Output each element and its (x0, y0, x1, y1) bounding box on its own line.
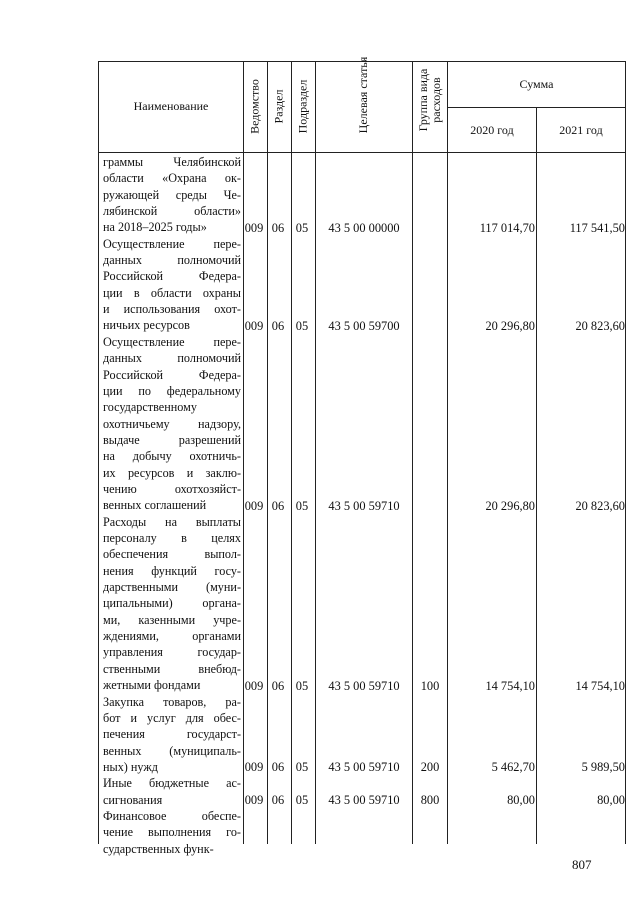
row-celevaya: 43 5 00 00000 (328, 220, 400, 235)
row-gruppa: 200 (420, 760, 440, 775)
row-name (103, 514, 241, 694)
row-razdel: 06 (271, 498, 285, 513)
row-name-line: обеспечения выпол- (103, 547, 241, 562)
table-left-border (98, 61, 99, 844)
row-razdel: 06 (271, 760, 285, 775)
row-podrazdel: 05 (295, 793, 309, 808)
table-right-border (625, 61, 626, 844)
row-razdel: 06 (271, 793, 285, 808)
row-name-line: венных соглашений (103, 498, 207, 513)
row-name-line: Российской Федера- (103, 269, 241, 284)
row-sum-2020: 5 462,70 (491, 760, 535, 775)
header-gruppa (417, 55, 443, 145)
row-name-line: ции по федеральному (103, 383, 241, 398)
row-name-line: Российской Федера- (103, 367, 241, 382)
col-divider-5 (412, 61, 413, 844)
row-podrazdel: 05 (295, 498, 309, 513)
col-divider-4 (315, 61, 316, 844)
row-name-line: Осуществление пере- (103, 236, 241, 251)
row-razdel: 06 (271, 220, 285, 235)
row-name-line: бот и услуг для обес- (103, 710, 241, 725)
row-vedomstvo: 009 (244, 793, 264, 808)
row-gruppa: 800 (420, 793, 440, 808)
row-sum-2021: 5 989,50 (581, 760, 625, 775)
row-vedomstvo: 009 (244, 319, 264, 333)
row-name (103, 808, 241, 857)
row-name-line: Иные бюджетные ас- (103, 776, 241, 791)
header-razdel: Раздел (271, 89, 286, 124)
row-name-line: лябинской области» (103, 204, 241, 219)
header-year-2020: 2020 год (470, 123, 514, 137)
row-name-line: выдаче разрешений (103, 432, 241, 447)
row-name-line: нения функций госу- (103, 563, 241, 578)
row-name-line: чение выполнения го- (103, 825, 241, 840)
row-celevaya: 43 5 00 59710 (328, 760, 400, 775)
row-name-line: ципальными) органа- (103, 596, 241, 611)
row-podrazdel: 05 (295, 220, 309, 235)
header-bottom-border (98, 152, 626, 153)
col-divider-1 (243, 61, 244, 844)
row-name-line: Закупка товаров, ра- (103, 694, 241, 709)
row-sum-2020: 117 014,70 (479, 220, 535, 235)
row-celevaya: 43 5 00 59710 (328, 793, 400, 808)
row-razdel: 06 (271, 678, 285, 693)
header-celevaya (356, 50, 370, 140)
row-name-line: ции в области охраны (103, 285, 241, 300)
row-name (103, 334, 241, 514)
row-sum-2020: 14 754,10 (485, 678, 535, 693)
col-divider-2 (267, 61, 268, 844)
row-sum-2021: 117 541,50 (569, 220, 625, 235)
row-razdel: 06 (271, 319, 285, 333)
row-sum-2020: 80,00 (507, 793, 535, 808)
row-name-line: ждениями, органами (103, 629, 241, 644)
row-name-line: ми, казенными учре- (103, 612, 241, 627)
row-name (103, 236, 241, 334)
row-name-line: чению охотхозяйст- (103, 481, 241, 496)
row-name-line: государственному (103, 400, 197, 415)
col-divider-6 (447, 61, 448, 844)
row-name-line: сударственных функ- (103, 841, 214, 856)
row-celevaya: 43 5 00 59710 (328, 498, 400, 513)
row-name-line: их ресурсов и заклю- (103, 465, 241, 480)
row-name-line: ружающей среды Че- (103, 187, 241, 202)
row-vedomstvo: 009 (244, 220, 264, 235)
row-name-line: персоналу в целях (103, 531, 241, 546)
row-name-line: печения государст- (103, 727, 241, 742)
header-name: Наименование (133, 99, 209, 113)
row-podrazdel: 05 (295, 760, 309, 775)
row-name-line: данных полномочий (103, 351, 241, 366)
row-sum-2021: 20 823,60 (575, 498, 625, 513)
header-summa: Сумма (519, 77, 554, 91)
col-divider-7 (536, 107, 537, 844)
header-year-2021: 2021 год (559, 123, 603, 137)
row-name-line: граммы Челябинской (103, 155, 241, 169)
row-name (103, 775, 241, 808)
row-vedomstvo: 009 (244, 760, 264, 775)
col-divider-3 (291, 61, 292, 844)
row-name-line: сигнования (103, 792, 163, 807)
row-vedomstvo: 009 (244, 498, 264, 513)
row-sum-2020: 20 296,80 (485, 319, 535, 333)
row-vedomstvo: 009 (244, 678, 264, 693)
row-name-line: на 2018–2025 годы» (103, 220, 207, 235)
row-name (103, 154, 241, 236)
row-celevaya: 43 5 00 59710 (328, 678, 400, 693)
row-name-line: управления государ- (103, 645, 241, 660)
row-name-line: жетными фондами (103, 678, 201, 693)
row-podrazdel: 05 (295, 678, 309, 693)
row-name-line: и использования охот- (103, 302, 241, 317)
row-celevaya: 43 5 00 59700 (328, 319, 400, 333)
header-vedomstvo: Ведомство (247, 79, 262, 134)
row-name-line: охотничьему надзору, (103, 416, 241, 431)
row-name-line: Финансовое обеспе- (103, 809, 241, 823)
row-name-line: ственными внебюд- (103, 661, 241, 676)
row-name-line: области «Охрана ок- (103, 171, 241, 186)
row-sum-2021: 20 823,60 (575, 319, 625, 333)
row-name-line: венных (муниципаль- (103, 743, 241, 758)
row-sum-2020: 20 296,80 (485, 498, 535, 513)
row-gruppa: 100 (420, 678, 440, 693)
header-celevaya-text: Целевая статья (356, 56, 370, 134)
row-name (103, 694, 241, 776)
row-sum-2021: 14 754,10 (575, 678, 625, 693)
row-sum-2021: 80,00 (597, 793, 625, 808)
page-number: 807 (572, 857, 592, 872)
row-name-line: данных полномочий (103, 253, 241, 268)
row-name-line: ничьих ресурсов (103, 318, 190, 333)
row-podrazdel: 05 (295, 319, 309, 333)
row-name-line: Расходы на выплаты (103, 514, 241, 529)
header-gruppa-text: Группа вида расходов (416, 68, 443, 132)
row-name-line: дарственными (муни- (103, 580, 241, 595)
row-name-line: ных) нужд (103, 759, 158, 774)
header-podrazdel: Подраздел (295, 79, 310, 134)
row-name-line: на добычу охотничь- (103, 449, 241, 464)
row-name-line: Осуществление пере- (103, 334, 241, 349)
